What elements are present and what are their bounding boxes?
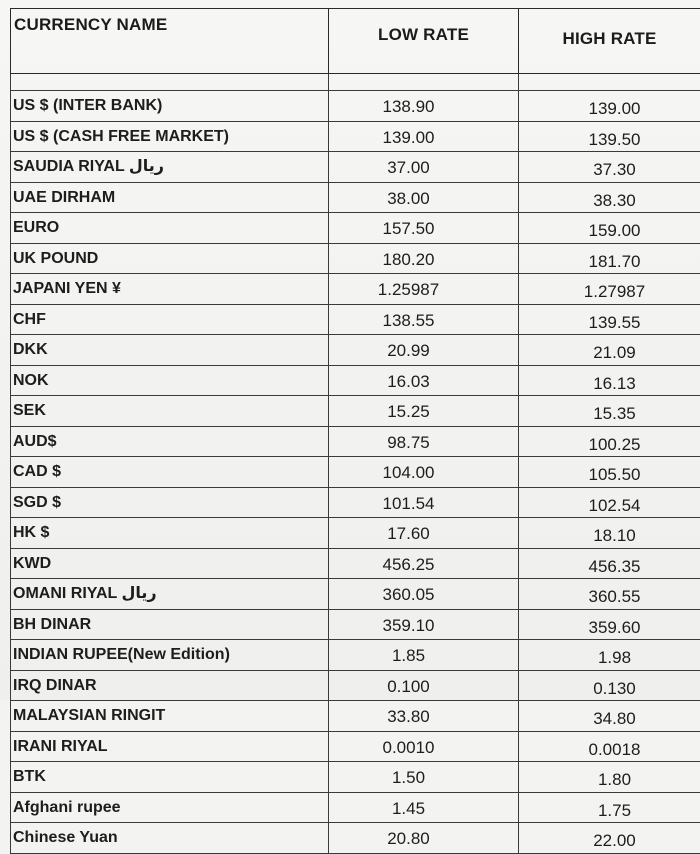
low-rate-cell: 138.90 xyxy=(329,91,519,122)
high-rate-cell: 102.54 xyxy=(519,487,700,518)
high-rate-cell: 359.60 xyxy=(519,609,700,640)
low-rate-cell: 20.80 xyxy=(329,823,519,854)
high-rate-cell: 38.30 xyxy=(519,182,700,213)
table-row xyxy=(11,792,700,823)
currency-name-cell: EURO xyxy=(11,213,329,244)
currency-name-cell: US $ (CASH FREE MARKET) xyxy=(11,121,329,152)
high-rate-cell: 22.00 xyxy=(519,823,700,854)
high-rate-cell: 139.50 xyxy=(519,121,700,152)
currency-name-cell: Chinese Yuan xyxy=(11,823,329,854)
high-rate-cell: 1.75 xyxy=(519,792,700,823)
high-rate-header: HIGH RATE xyxy=(519,9,700,74)
table-row xyxy=(11,670,700,701)
currency-name-cell: JAPANI YEN ¥ xyxy=(11,274,329,305)
low-rate-cell: 1.50 xyxy=(329,762,519,793)
currency-name-cell: IRQ DINAR xyxy=(11,670,329,701)
low-rate-cell: 180.20 xyxy=(329,243,519,274)
currency-name-cell: MALAYSIAN RINGIT xyxy=(11,701,329,732)
high-rate-cell: 100.25 xyxy=(519,426,700,457)
header-row xyxy=(11,9,700,74)
table-row xyxy=(11,243,700,274)
low-rate-cell: 359.10 xyxy=(329,609,519,640)
currency-name-cell: SGD $ xyxy=(11,487,329,518)
table-row xyxy=(11,182,700,213)
table-row xyxy=(11,762,700,793)
currency-name-cell: BTK xyxy=(11,762,329,793)
table-row xyxy=(11,274,700,305)
high-rate-cell: 18.10 xyxy=(519,518,700,549)
currency-name-cell: CHF xyxy=(11,304,329,335)
currency-rate-table xyxy=(10,8,700,854)
currency-name-cell: NOK xyxy=(11,365,329,396)
low-rate-cell: 20.99 xyxy=(329,335,519,366)
currency-name-cell: BH DINAR xyxy=(11,609,329,640)
currency-name-cell: IRANI RIYAL xyxy=(11,731,329,762)
table-row xyxy=(11,548,700,579)
high-rate-cell: 0.0018 xyxy=(519,731,700,762)
table-row xyxy=(11,731,700,762)
currency-name-cell: HK $ xyxy=(11,518,329,549)
spacer-cell xyxy=(329,74,519,91)
table-row xyxy=(11,335,700,366)
table-row xyxy=(11,487,700,518)
high-rate-cell: 1.98 xyxy=(519,640,700,671)
currency-name-cell: SAUDIA RIYAL ریال xyxy=(11,152,329,183)
low-rate-cell: 1.25987 xyxy=(329,274,519,305)
table-row xyxy=(11,121,700,152)
low-rate-cell: 101.54 xyxy=(329,487,519,518)
spacer-cell xyxy=(519,74,700,91)
high-rate-cell: 21.09 xyxy=(519,335,700,366)
currency-name-cell: SEK xyxy=(11,396,329,427)
low-rate-cell: 0.0010 xyxy=(329,731,519,762)
low-rate-cell: 33.80 xyxy=(329,701,519,732)
low-rate-cell: 456.25 xyxy=(329,548,519,579)
currency-name-cell: US $ (INTER BANK) xyxy=(11,91,329,122)
high-rate-cell: 181.70 xyxy=(519,243,700,274)
high-rate-cell: 1.80 xyxy=(519,762,700,793)
high-rate-cell: 360.55 xyxy=(519,579,700,610)
currency-name-cell: INDIAN RUPEE(New Edition) xyxy=(11,640,329,671)
table-row xyxy=(11,609,700,640)
currency-name-header: CURRENCY NAME xyxy=(11,9,329,74)
high-rate-cell: 105.50 xyxy=(519,457,700,488)
low-rate-cell: 16.03 xyxy=(329,365,519,396)
currency-name-cell: AUD$ xyxy=(11,426,329,457)
table-row xyxy=(11,518,700,549)
low-rate-header: LOW RATE xyxy=(329,9,519,74)
high-rate-cell: 159.00 xyxy=(519,213,700,244)
table-row xyxy=(11,640,700,671)
table-row xyxy=(11,457,700,488)
low-rate-cell: 17.60 xyxy=(329,518,519,549)
table-row xyxy=(11,304,700,335)
currency-name-cell: DKK xyxy=(11,335,329,366)
high-rate-cell: 139.55 xyxy=(519,304,700,335)
high-rate-cell: 15.35 xyxy=(519,396,700,427)
high-rate-cell: 0.130 xyxy=(519,670,700,701)
high-rate-cell: 37.30 xyxy=(519,152,700,183)
low-rate-cell: 38.00 xyxy=(329,182,519,213)
rate-rows xyxy=(11,91,700,854)
table-row xyxy=(11,213,700,244)
table-row xyxy=(11,365,700,396)
low-rate-cell: 104.00 xyxy=(329,457,519,488)
table-row xyxy=(11,701,700,732)
spacer-cell xyxy=(11,74,329,91)
low-rate-cell: 0.100 xyxy=(329,670,519,701)
currency-name-cell: UK POUND xyxy=(11,243,329,274)
low-rate-cell: 15.25 xyxy=(329,396,519,427)
currency-name-cell: Afghani rupee xyxy=(11,792,329,823)
spacer-row xyxy=(11,74,700,91)
high-rate-cell: 1.27987 xyxy=(519,274,700,305)
high-rate-cell: 139.00 xyxy=(519,91,700,122)
table-row xyxy=(11,91,700,122)
low-rate-cell: 98.75 xyxy=(329,426,519,457)
low-rate-cell: 139.00 xyxy=(329,121,519,152)
table-row xyxy=(11,823,700,854)
low-rate-cell: 1.45 xyxy=(329,792,519,823)
table-row xyxy=(11,426,700,457)
currency-name-cell: CAD $ xyxy=(11,457,329,488)
high-rate-cell: 16.13 xyxy=(519,365,700,396)
table-row xyxy=(11,152,700,183)
low-rate-cell: 37.00 xyxy=(329,152,519,183)
low-rate-cell: 157.50 xyxy=(329,213,519,244)
low-rate-cell: 360.05 xyxy=(329,579,519,610)
currency-name-cell: OMANI RIYAL ریال xyxy=(11,579,329,610)
currency-name-cell: UAE DIRHAM xyxy=(11,182,329,213)
high-rate-cell: 456.35 xyxy=(519,548,700,579)
high-rate-cell: 34.80 xyxy=(519,701,700,732)
low-rate-cell: 1.85 xyxy=(329,640,519,671)
table-row xyxy=(11,396,700,427)
low-rate-cell: 138.55 xyxy=(329,304,519,335)
currency-name-cell: KWD xyxy=(11,548,329,579)
table-row xyxy=(11,579,700,610)
